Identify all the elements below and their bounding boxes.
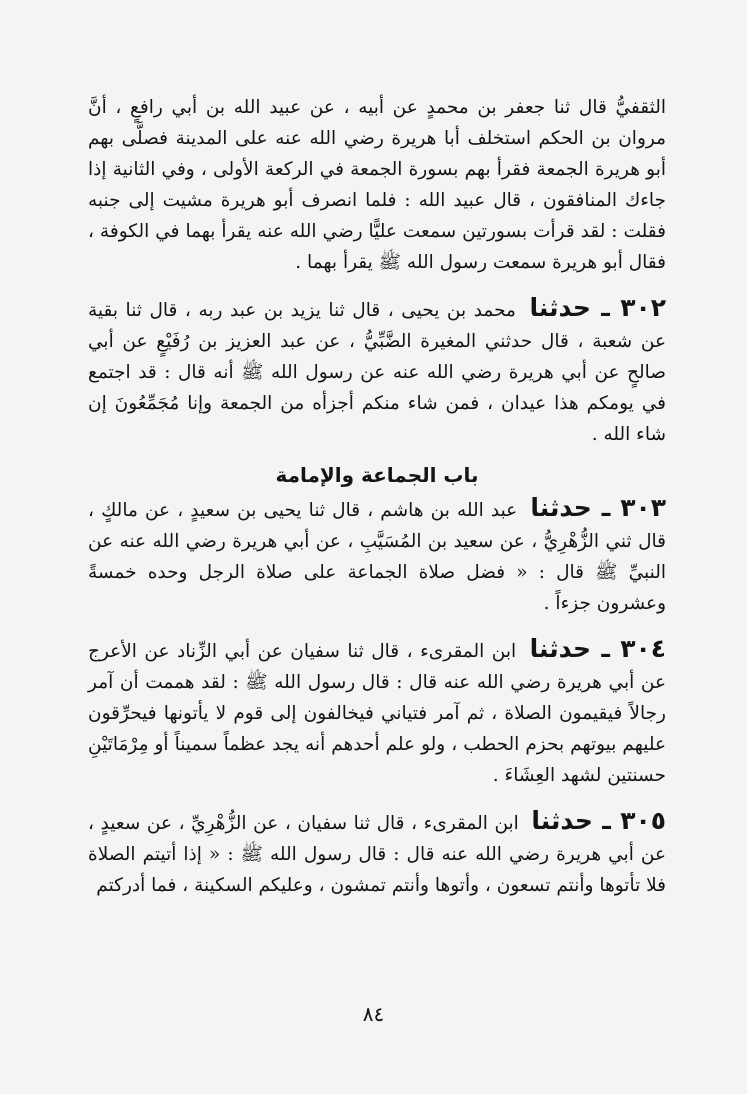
page-body [88,92,666,1032]
section-title: باب الجماعة والإمامة [275,463,479,487]
hadith-305 [88,805,666,901]
hadith-304-heading: ٣٠٤ ـ حدثنا [529,634,666,663]
hadith-305-text: ابن المقرىء ، قال ثنا سفيان ، عن الزُّهْرِيِّ ، عن سعيدٍ ، عن أبي هريرة رضي الله عنه قال : قال رسول الله ﷺ : « إذا أتيتم الصلاة فلا تأتوها وأنتم تسعون ، وأتوها وأنتم تمشون ، وعليكم السكينة ، فما أدركتم [88,813,666,896]
hadith-303 [88,492,666,619]
hadith-302-heading: ٣٠٢ ـ حدثنا [529,293,666,322]
hadith-302-text: محمد بن يحيى ، قال ثنا يزيد بن عبد ربه ، قال ثنا بقية عن شعبة ، قال حدثني المغيرة الضَّبِّيُّ ، عن عبد العزيز بن رُفَيْعٍ عن أبي صالحٍ عن أبي هريرة رضي الله عنه عن رسول الله ﷺ أنه قال : قد اجتمع في يومكم هذا عيدان ، فمن شاء منكم أجزأه من الجمعة وإنا مُجَمِّعُونَ إن شاء الله . [88,300,666,445]
page-number: ٨٤ [362,1002,385,1026]
hadith-303-heading: ٣٠٣ ـ حدثنا [530,493,666,522]
hadith-303-text: عبد الله بن هاشم ، قال ثنا يحيى بن سعيدٍ ، عن مالكٍ ، قال ثني الزُّهْرِيُّ ، عن سعيد بن المُسَيَّبِ ، عن أبي هريرة رضي الله عنه عن النبيِّ ﷺ قال : « فضل صلاة الجماعة على صلاة الرجل وحده خمسةً وعشرون جزءاً . [88,500,666,614]
continuation-text: الثقفيُّ قال ثنا جعفر بن محمدٍ عن أبيه ، عن عبيد الله بن أبي رافعٍ ، أنَّ مروان بن الحكم استخلف أبا هريرة رضي الله عنه على المدينة فصلَّى بهم أبو هريرة الجمعة فقرأ بهم بسورة الجمعة في الركعة الأولى ، وفي الثانية إذا جاءك المنافقون ، قال عبيد الله : فلما انصرف أبو هريرة مشيت إلى جنبه فقلت : لقد قرأت بسورتين سمعت عليًّا رضي الله عنه يقرأ بهما في الكوفة ، فقال أبو هريرة سمعت رسول الله ﷺ يقرأ بهما . [88,97,666,273]
hadith-304 [88,633,666,791]
paragraph-continuation [88,92,666,278]
hadith-304-text: ابن المقرىء ، قال ثنا سفيان عن أبي الزِّناد عن الأعرج عن أبي هريرة رضي الله عنه قال : قال رسول الله ﷺ : لقد هممت أن آمر رجالاً فيقيمون الصلاة ، ثم آمر فتياني فيخالفون إلى قوم لا يأتونها فيحرِّقون عليهم بيوتهم بحزم الحطب ، ولو علم أحدهم أنه يجد عظماً سميناً أو مِرْمَاتَيْنِ حسنتين لشهد العِشَاءَ . [88,641,666,786]
hadith-302 [88,292,666,450]
hadith-305-heading: ٣٠٥ ـ حدثنا [531,806,666,835]
